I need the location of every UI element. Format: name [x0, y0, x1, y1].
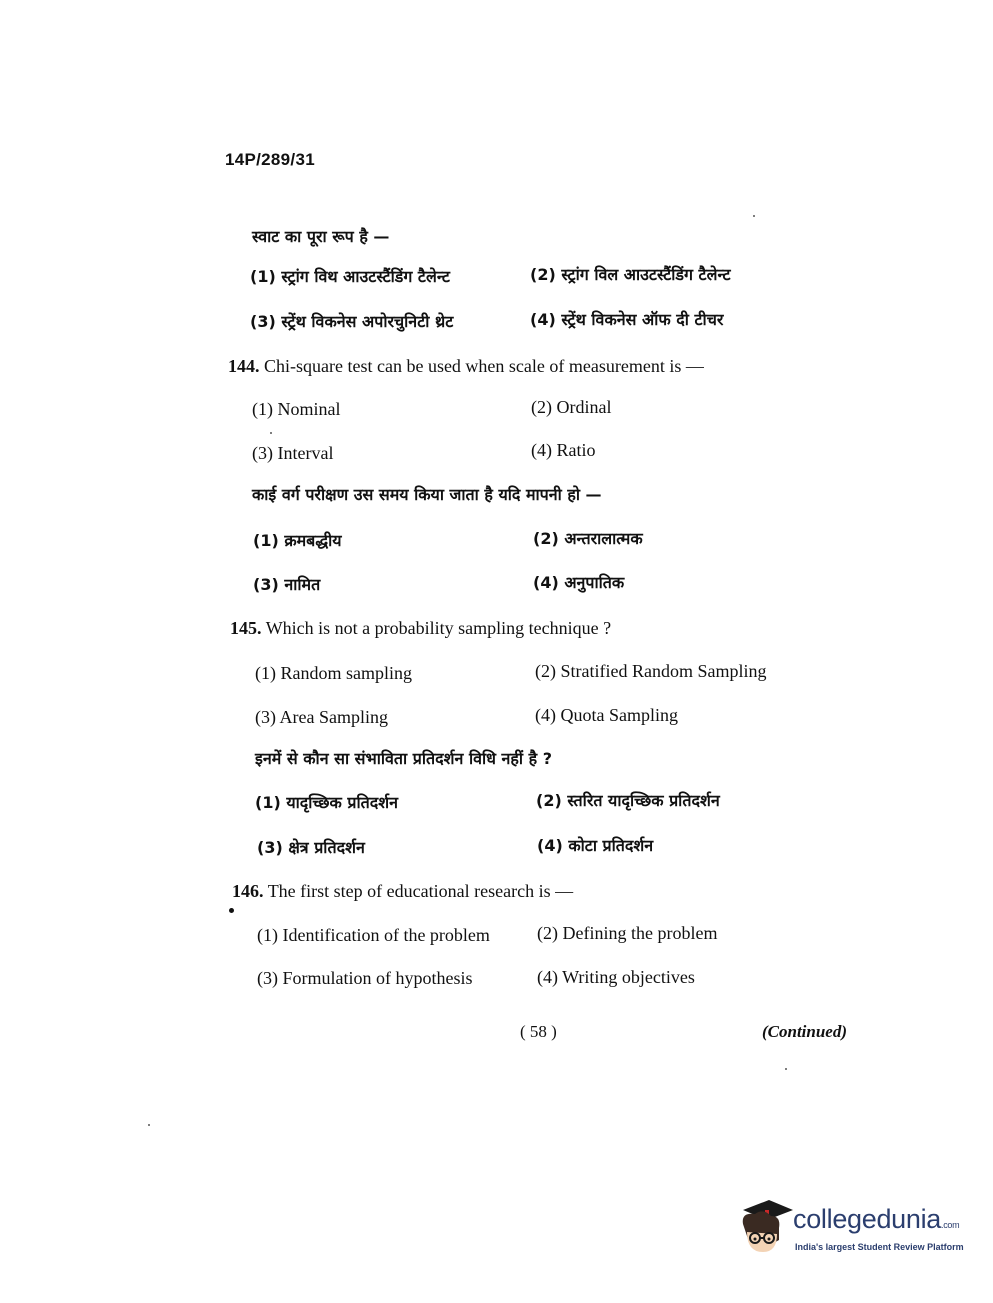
question-number: 144.	[228, 356, 260, 376]
question-144-option-4-hindi: (4) अनुपातिक	[533, 573, 625, 592]
question-144-option-1: (1) Nominal	[252, 399, 341, 419]
question-number: 145.	[230, 618, 262, 638]
question-146-option-3: (3) Formulation of hypothesis	[257, 968, 473, 988]
scan-speck	[270, 432, 272, 434]
question-145-option-3-hindi: (3) क्षेत्र प्रतिदर्शन	[257, 838, 365, 857]
question-146-prompt	[232, 880, 573, 902]
question-143-option-3-hindi: (3) स्ट्रेंथ विकनेस अपोरचुनिटी थ्रेट	[250, 312, 454, 331]
logo-name: collegedunia	[793, 1204, 942, 1234]
question-146-option-2: (2) Defining the problem	[537, 923, 718, 943]
scan-speck	[148, 1124, 150, 1126]
question-143-option-4-hindi: (4) स्ट्रेंथ विकनेस ऑफ दी टीचर	[530, 310, 724, 329]
question-145-prompt	[230, 617, 611, 639]
page-number: ( 58 )	[520, 1022, 557, 1041]
question-144-option-2-hindi: (2) अन्तरालात्मक	[533, 529, 643, 548]
question-text: Which is not a probability sampling technique ?	[265, 618, 612, 638]
question-145-option-1: (1) Random sampling	[255, 663, 412, 683]
question-144-prompt-hindi: काई वर्ग परीक्षण उस समय किया जाता है यदि मापनी हो —	[252, 485, 602, 504]
continued-label: (Continued)	[762, 1022, 848, 1041]
question-146-option-4: (4) Writing objectives	[537, 967, 695, 987]
collegedunia-logo[interactable]	[735, 1196, 965, 1262]
mascot-icon	[735, 1196, 795, 1262]
question-text: Chi-square test can be used when scale of measurement is —	[264, 356, 704, 376]
question-144-option-4: (4) Ratio	[531, 440, 596, 460]
logo-suffix: .com	[941, 1220, 960, 1230]
question-145-option-4-hindi: (4) कोटा प्रतिदर्शन	[537, 836, 654, 855]
question-144-prompt	[228, 355, 704, 377]
scan-dot	[229, 908, 234, 913]
question-143-prompt-hindi: स्वाट का पूरा रूप है —	[252, 227, 390, 246]
question-145-option-4: (4) Quota Sampling	[535, 705, 678, 725]
logo-wordmark	[793, 1204, 959, 1235]
question-145-option-2-hindi: (2) स्तरित यादृच्छिक प्रतिदर्शन	[536, 791, 720, 810]
question-146-option-1: (1) Identification of the problem	[257, 925, 490, 945]
question-number: 146.	[232, 881, 264, 901]
question-145-option-1-hindi: (1) यादृच्छिक प्रतिदर्शन	[255, 793, 398, 812]
question-144-option-3: (3) Interval	[252, 443, 334, 463]
paper-code: 14P/289/31	[225, 150, 315, 169]
question-144-option-2: (2) Ordinal	[531, 397, 612, 417]
scan-speck	[753, 215, 755, 217]
question-145-prompt-hindi: इनमें से कौन सा संभाविता प्रतिदर्शन विधि नहीं है ?	[255, 749, 552, 768]
question-144-option-1-hindi: (1) क्रमबद्धीय	[253, 531, 342, 550]
question-144-option-3-hindi: (3) नामित	[253, 575, 321, 594]
logo-tagline: India's largest Student Review Platform	[795, 1242, 964, 1252]
question-145-option-3: (3) Area Sampling	[255, 707, 388, 727]
scan-speck	[785, 1068, 787, 1070]
question-143-option-2-hindi: (2) स्ट्रांग विल आउटस्टैंडिंग टैलेन्ट	[530, 265, 731, 284]
question-text: The first step of educational research is —	[267, 881, 574, 901]
question-143-option-1-hindi: (1) स्ट्रांग विथ आउटस्टैंडिंग टैलेन्ट	[250, 267, 450, 286]
question-145-option-2: (2) Stratified Random Sampling	[535, 661, 767, 681]
